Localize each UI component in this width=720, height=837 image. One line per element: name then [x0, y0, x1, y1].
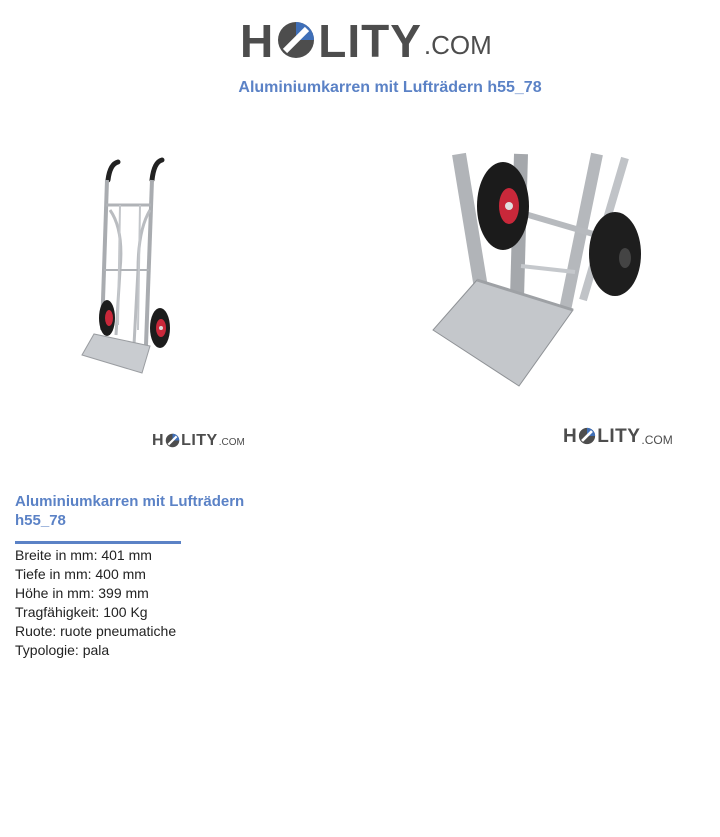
product-title: Aluminiumkarren mit Lufträdern h55_78 [15, 493, 245, 529]
spec-capacity: Tragfähigkeit: 100 Kg [15, 604, 148, 620]
holity-logo-small-left [152, 433, 245, 449]
product-image-full [60, 150, 200, 380]
spec-width: Breite in mm: 401 mm [15, 547, 152, 563]
logo-text-lity: LITY [318, 15, 422, 67]
title-divider [15, 541, 181, 544]
page-title: Aluminiumkarren mit Lufträdern h55_78 [238, 79, 542, 96]
logo-o-icon [165, 433, 180, 448]
logo-text-com: .COM [641, 433, 673, 447]
logo-text-com: .COM [423, 30, 492, 60]
logo-text-lity: LITY [181, 432, 218, 449]
logo-text-com: .COM [218, 437, 245, 448]
logo-text-h: H [563, 426, 578, 447]
logo-text-h: H [152, 432, 165, 449]
holity-logo-small-right [563, 427, 673, 446]
spec-height: Höhe in mm: 399 mm [15, 585, 149, 601]
logo-o-icon [276, 20, 316, 60]
product-image-detail [425, 150, 655, 390]
spec-depth: Tiefe in mm: 400 mm [15, 566, 146, 582]
spec-type: Typologie: pala [15, 642, 110, 658]
spec-wheels: Ruote: ruote pneumatiche [15, 623, 177, 639]
logo-text-lity: LITY [597, 426, 641, 447]
logo-o-icon [578, 427, 596, 445]
holity-logo[interactable] [240, 14, 492, 67]
logo-text-h: H [240, 15, 275, 67]
spec-list [15, 546, 176, 660]
